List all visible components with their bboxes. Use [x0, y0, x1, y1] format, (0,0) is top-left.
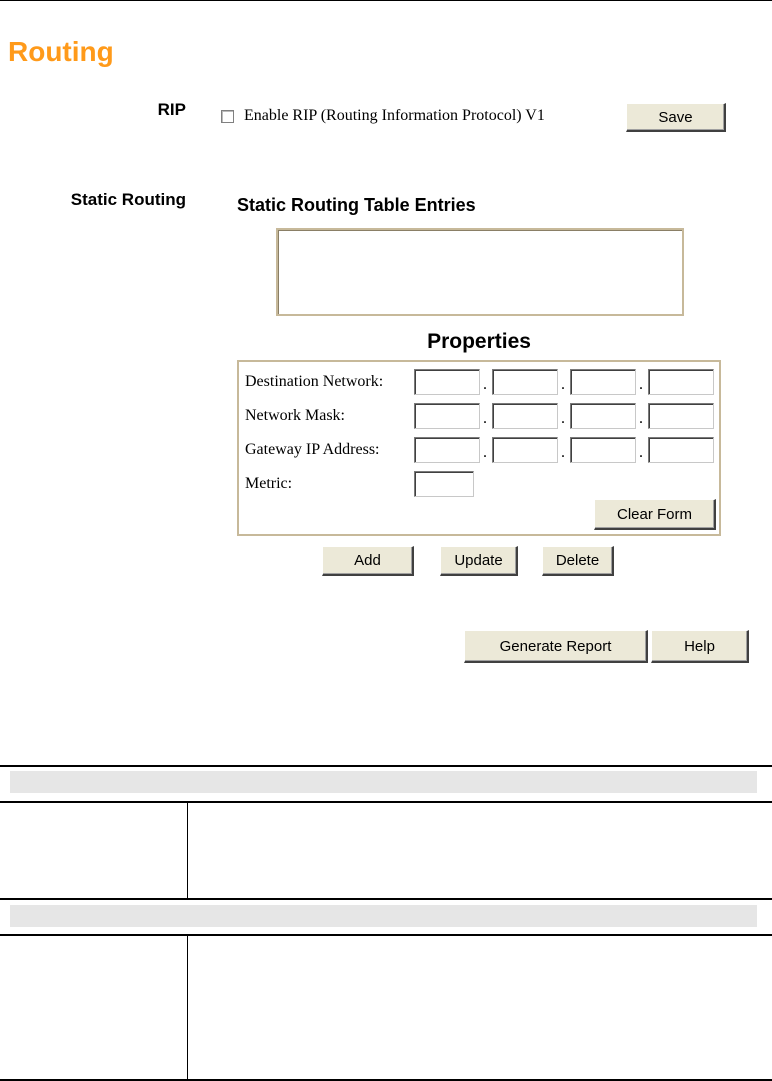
properties-heading: Properties: [427, 330, 531, 353]
metric-label: Metric:: [245, 475, 293, 492]
gateway-octet-3-input[interactable]: [570, 437, 636, 463]
dot-separator: .: [561, 410, 565, 427]
page-title: Routing: [8, 36, 114, 67]
table-header-shade: [10, 905, 757, 927]
mask-octet-4-input[interactable]: [648, 403, 714, 429]
mask-octet-1-input[interactable]: [414, 403, 480, 429]
gateway-octet-1-input[interactable]: [414, 437, 480, 463]
generate-report-button[interactable]: Generate Report: [464, 630, 648, 663]
add-button[interactable]: Add: [322, 546, 414, 576]
gateway-ip-label: Gateway IP Address:: [245, 441, 380, 458]
enable-rip-checkbox[interactable]: [221, 110, 234, 123]
dot-separator: .: [639, 444, 643, 461]
table-column-divider: [187, 936, 188, 1081]
routing-table-entries-list[interactable]: [276, 228, 684, 316]
destination-octet-4-input[interactable]: [648, 369, 714, 395]
destination-octet-2-input[interactable]: [492, 369, 558, 395]
destination-network-label: Destination Network:: [245, 373, 384, 390]
enable-rip-label: Enable RIP (Routing Information Protocol) V1: [244, 107, 545, 124]
dot-separator: .: [483, 444, 487, 461]
table-divider: [0, 898, 772, 900]
dot-separator: .: [561, 376, 565, 393]
properties-panel: [237, 360, 721, 536]
table-header-shade: [10, 771, 757, 793]
save-button[interactable]: Save: [626, 103, 726, 132]
table-divider: [0, 934, 772, 936]
update-button[interactable]: Update: [440, 546, 518, 576]
network-mask-label: Network Mask:: [245, 407, 345, 424]
dot-separator: .: [483, 410, 487, 427]
clear-form-button[interactable]: Clear Form: [594, 499, 716, 530]
routing-table-heading: Static Routing Table Entries: [237, 195, 476, 215]
help-button[interactable]: Help: [651, 630, 749, 663]
table-top-border: [0, 765, 772, 767]
destination-octet-1-input[interactable]: [414, 369, 480, 395]
table-column-divider: [187, 803, 188, 898]
metric-input[interactable]: [414, 471, 474, 497]
top-rule: [0, 0, 772, 1]
dot-separator: .: [561, 444, 565, 461]
rip-row: [221, 107, 545, 125]
gateway-octet-4-input[interactable]: [648, 437, 714, 463]
table-divider: [0, 801, 772, 803]
dot-separator: .: [639, 376, 643, 393]
dot-separator: .: [639, 410, 643, 427]
rip-section-label: RIP: [157, 100, 186, 119]
mask-octet-2-input[interactable]: [492, 403, 558, 429]
mask-octet-3-input[interactable]: [570, 403, 636, 429]
static-routing-section-label: Static Routing: [70, 190, 186, 209]
delete-button[interactable]: Delete: [542, 546, 614, 576]
gateway-octet-2-input[interactable]: [492, 437, 558, 463]
dot-separator: .: [483, 376, 487, 393]
destination-octet-3-input[interactable]: [570, 369, 636, 395]
